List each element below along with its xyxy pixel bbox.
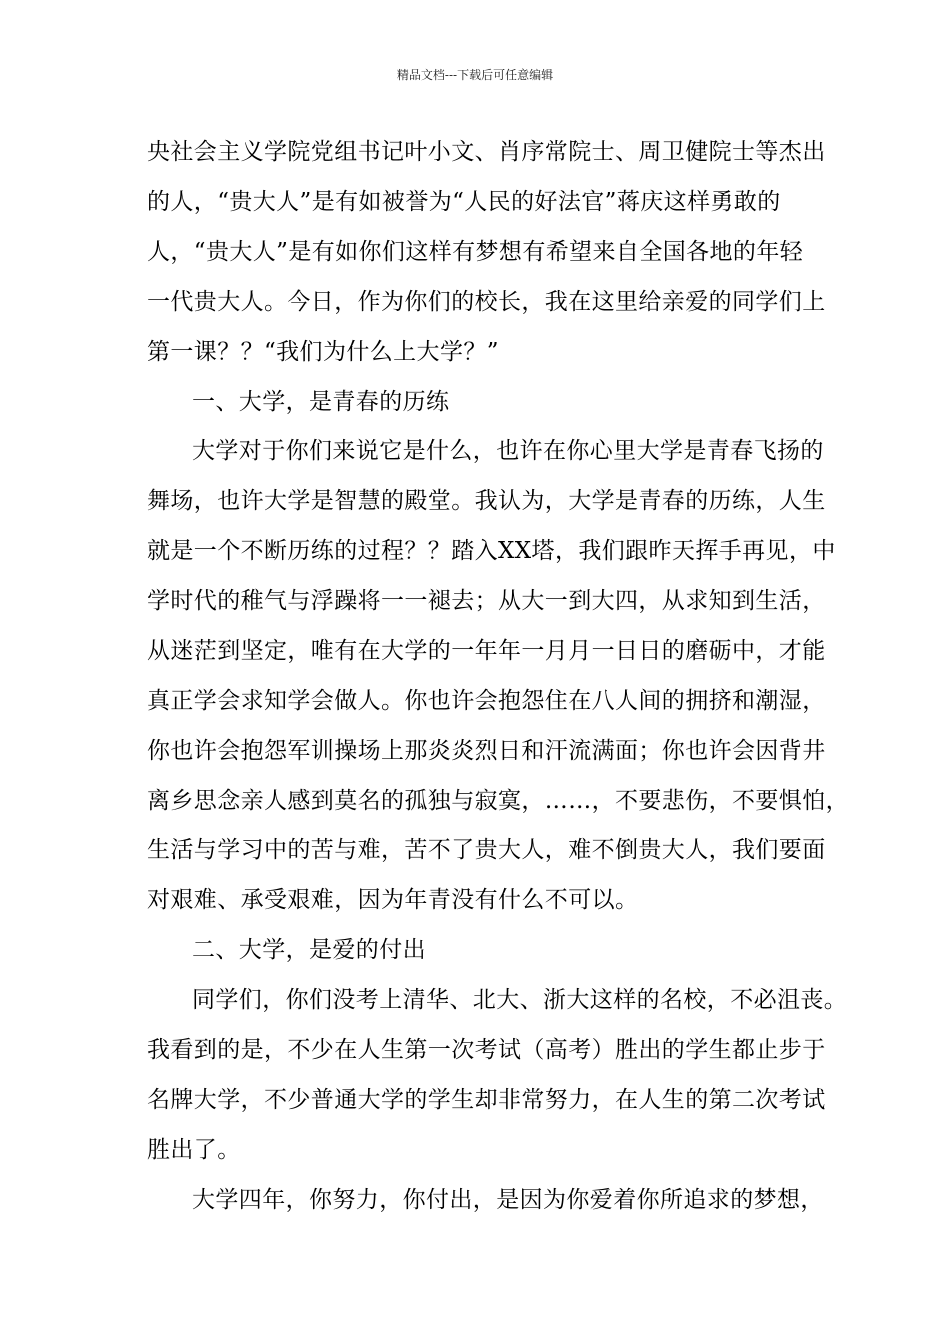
text-line: 你也许会抱怨军训操场上那炎炎烈日和汗流满面；你也许会因背井 [147,738,826,764]
text-line: 离乡思念亲人感到莫名的孤独与寂寞，……，不要悲伤，不要惧怕， [147,788,849,814]
text-line: 学时代的稚气与浮躁将一一褪去；从大一到大四，从求知到生活， [147,588,826,614]
text-line: 舞场，也许大学是智慧的殿堂。我认为，大学是青春的历练，人生 [147,488,826,514]
text-line: 大学四年，你努力，你付出，是因为你爱着你所追求的梦想， [192,1187,824,1213]
text-line: 央社会主义学院党组书记叶小文、肖序常院士、周卫健院士等杰出 [147,139,826,165]
text-line: 生活与学习中的苦与难，苦不了贵大人，难不倒贵大人，我们要面 [147,837,826,863]
text-line: 的人，“贵大人”是有如被誉为“人民的好法官”蒋庆这样勇敢的 [147,189,781,215]
section-heading: 一、大学，是青春的历练 [192,389,450,415]
text-line: 一代贵大人。今日，作为你们的校长，我在这里给亲爱的同学们上 [147,289,826,315]
text-line: 真正学会求知学会做人。你也许会抱怨住在八人间的拥挤和潮湿， [147,688,826,714]
text-line: 我看到的是，不少在人生第一次考试（高考）胜出的学生都止步于 [147,1037,826,1063]
text-line: 名牌大学，不少普通大学的学生却非常努力，在人生的第二次考试 [147,1087,826,1113]
text-line: 胜出了。 [147,1137,241,1163]
section-heading: 二、大学，是爱的付出 [192,937,426,963]
text-line: 对艰难、承受艰难，因为年青没有什么不可以。 [147,887,639,913]
text-line: 从迷茫到坚定，唯有在大学的一年年一月月一日日的磨砺中，才能 [147,638,826,664]
text-line: 人，“贵大人”是有如你们这样有梦想有希望来自全国各地的年轻 [147,239,804,265]
text-line: 第一课？？“我们为什么上大学？” [147,339,499,365]
text-line: 大学对于你们来说它是什么，也许在你心里大学是青春飞扬的 [192,438,824,464]
text-line: 同学们，你们没考上清华、北大、浙大这样的名校，不必沮丧。 [192,987,848,1013]
page-header: 精品文档---下载后可任意编辑 [396,68,554,82]
text-line: 就是一个不断历练的过程？？踏入XX塔，我们跟昨天挥手再见，中 [147,538,836,564]
